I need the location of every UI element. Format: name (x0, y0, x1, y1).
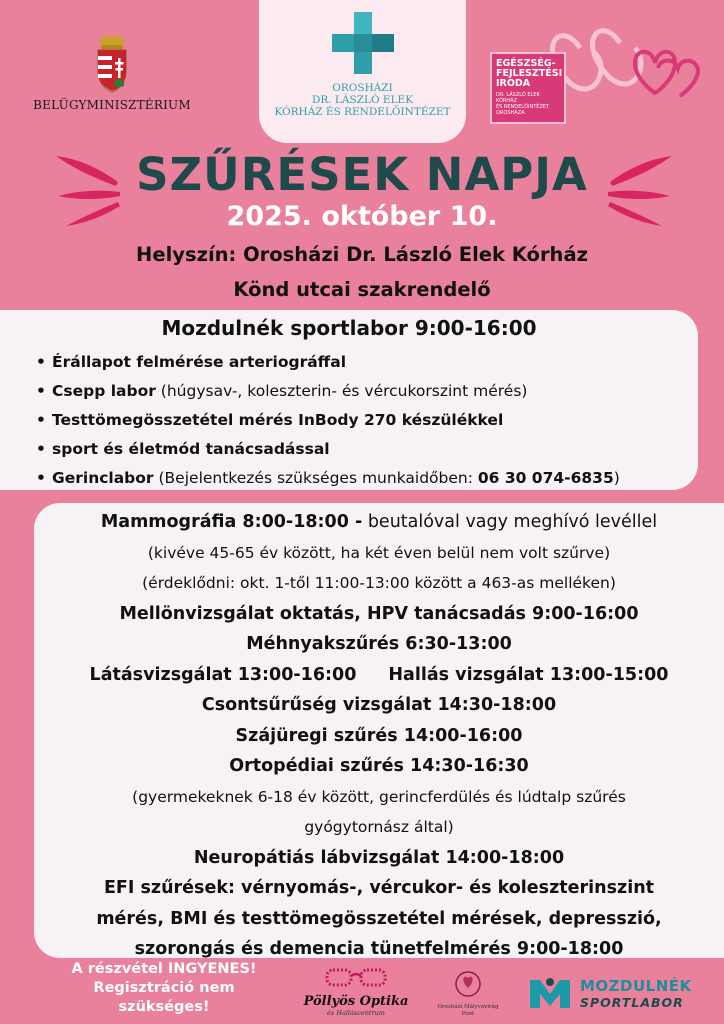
free-line3: szükséges! (118, 999, 210, 1015)
list-item-continuation (36, 435, 620, 464)
screening-efi-line2: mérés, BMI és testtömegösszetétel mérések, depresszió, (96, 908, 662, 929)
list-item (36, 406, 620, 435)
sponsor-mozdulnek-sub: SPORTLABOR (580, 995, 684, 1010)
hospital-name-line2: DR. LÁSZLÓ ELEK (311, 94, 414, 106)
hospital-logo (259, 0, 466, 143)
free-line2: Regisztráció nem (93, 980, 235, 996)
screening-ortho: Ortopédiai szűrés 14:30-16:30 (229, 756, 529, 776)
efi-sub-line3: OROSHÁZA (496, 110, 525, 116)
screening-efi-line1: EFI szűrések: vérnyomás-, vércukor- és koleszterinszint (103, 878, 655, 898)
item-text: (Bejelentkezés szükséges munkaidőben: (153, 469, 478, 487)
hospital-name-line1: OROSHÁZI (332, 82, 393, 94)
screening-neuro: Neuropátiás lábvizsgálat 14:00-18:00 (193, 847, 565, 868)
efi-sub-line2: ÉS RENDELŐINTÉZET (496, 104, 550, 110)
sponsor-malyvavirag-line1: Orosházi Mályvavirág (437, 1004, 499, 1010)
screening-hearing: Hallás vizsgálat 13:00-15:00 (388, 664, 669, 685)
screening-mammography (34, 507, 724, 538)
mammo-note1: (kivéve 45-65 év között, ha két éven belül nem volt szűrve) (147, 543, 611, 562)
sponsor-malyvavirag-line2: Pont (461, 1011, 475, 1017)
screening-oral: Szájüregi szűrés 14:00-16:00 (235, 725, 523, 746)
item-text: sport és életmód tanácsadással (52, 440, 330, 458)
efi-title-line2: FEJLESZTÉSI (496, 68, 563, 79)
free-line1: A részvétel INGYENES! (71, 961, 257, 977)
efi-title-line1: EGÉSZSÉG- (496, 58, 556, 69)
phone-number: 06 30 074-6835 (477, 469, 614, 487)
sportlabor-heading: Mozdulnék sportlabor 9:00-16:00 (161, 316, 537, 340)
efi-logo (490, 52, 566, 124)
event-location-line2: Könd utcai szakrendelő (233, 278, 491, 301)
hospital-name-line3: KÓRHÁZ ÉS RENDELŐINTÉZET (274, 106, 451, 118)
event-location-line1: Helyszín: Orosházi Dr. László Elek Kórház (136, 243, 588, 266)
screenings-list (34, 507, 724, 965)
item-text: Érállapot felmérése arteriográffal (52, 353, 347, 371)
efi-title-line3: IRODA (496, 78, 531, 89)
item-bold: Gerinclabor (52, 469, 154, 487)
ortho-note2: gyógytornász által) (304, 818, 454, 836)
screening-breast: Mellönvizsgálat oktatás, HPV tanácsadás 9:00-16:00 (119, 603, 639, 624)
sportlabor-list (36, 348, 620, 493)
sponsor-optika-name: Pöllyös Optika (303, 994, 409, 1009)
sponsor-optika-logo (296, 966, 416, 1017)
event-date: 2025. október 10. (226, 201, 498, 232)
screening-cervical: Méhnyakszűrés 6:30-13:00 (246, 634, 512, 654)
item-bold: Csepp labor (52, 382, 156, 400)
screening-vision-hearing (34, 660, 724, 691)
sponsor-optika-sub: és Halláscentrum (327, 1009, 385, 1017)
medical-cross-icon (328, 10, 398, 76)
coat-of-arms-icon (92, 30, 132, 94)
sponsor-mozdulnek-name: MOZDULNÉK (580, 977, 692, 995)
page-title: SZŰRÉSEK NAPJA (136, 148, 588, 201)
list-item (36, 377, 620, 406)
item-text: Testtömegösszetétel mérés InBody 270 készülékkel (52, 411, 504, 429)
list-item (36, 348, 620, 377)
mammo-note2: (érdeklődni: okt. 1-től 11:00-13:00 között a 463-as melléken) (142, 574, 616, 592)
glasses-icon (324, 966, 388, 988)
sponsor-malyvavirag-logo (428, 970, 508, 1018)
free-participation-note (48, 960, 280, 1017)
mozdulnek-mark-icon (528, 976, 572, 1010)
mammo-detail: beutalóval vagy meghívó levéllel (362, 512, 658, 532)
ministry-name: BELÜGYMINISZTÉRIUM (33, 98, 191, 112)
screening-efi-line3: szorongás és demencia tünetfelmérés 9:00-18:00 (134, 939, 624, 959)
screening-vision: Látásvizsgálat 13:00-16:00 (89, 664, 357, 685)
mammo-title: Mammográfia 8:00-18:00 - (100, 512, 363, 532)
flower-badge-icon (454, 970, 482, 998)
item-text: (húgysav-, koleszterin- és vércukorszint mérés) (155, 382, 528, 400)
ministry-logo (28, 30, 196, 112)
screening-bone: Csontsűrűség vizsgálat 14:30-18:00 (201, 695, 557, 715)
item-text-end: ) (613, 469, 620, 487)
list-item (36, 464, 620, 493)
ortho-note1: (gyermekeknek 6-18 év között, gerincferdülés és lúdtalp szűrés (132, 787, 626, 806)
efi-sub-line1: DR. LÁSZLÓ ELEK KÓRHÁZ (496, 92, 540, 104)
